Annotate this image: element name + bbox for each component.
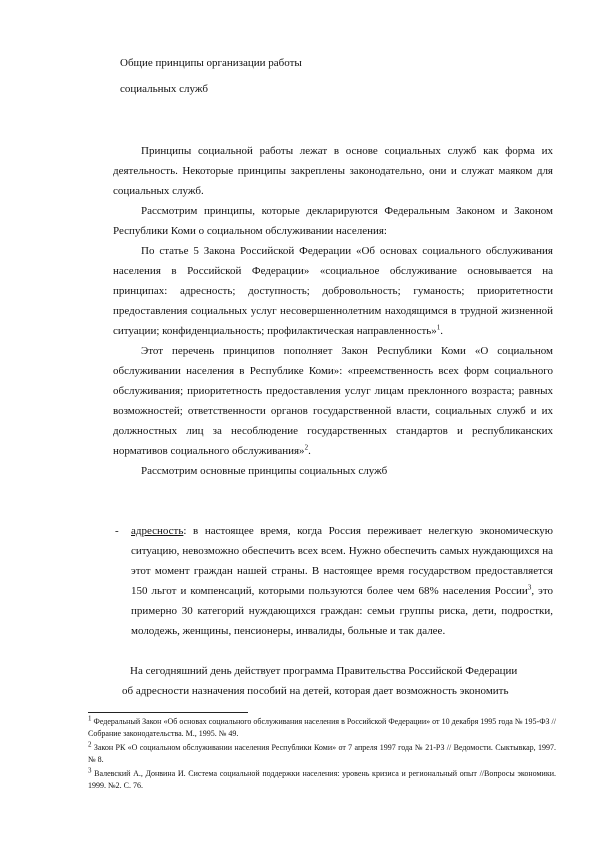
footnote-1-num: 1: [88, 714, 92, 723]
footnote-1: [88, 716, 556, 740]
footnote-2-text: Закон РК «О социальном обслуживании населения Республики Коми» от 7 апреля 1997 года № 21-РЗ // Ведомости. Сыктывкар, 1997. № 8.: [88, 743, 556, 764]
footnote-separator: [88, 712, 248, 713]
paragraph-4: [113, 341, 553, 461]
paragraph-last: [113, 661, 553, 701]
list-item-text-a: : в настоящее время, когда Россия переживает нелегкую экономическую ситуацию, невозможно обеспечить всех всем. Нужно обеспечить самых нуждающихся на этот момент граждан нашей страны. В настоящее время государством предоставляется 150 льгот и компенсаций, которыми пользуются более чем 68% населения России: [131, 525, 553, 597]
footnote-3-text: Валевский А., Донвина И. Система социальной поддержки населения: уровень кризиса и региональный опыт //Вопросы экономики. 1999. №2. С. 76.: [88, 769, 556, 790]
list-dash: -: [115, 525, 119, 537]
footnote-ref-3: 3: [527, 583, 532, 592]
paragraph-4-text: Этот перечень принципов пополняет Закон Республики Коми «О социальном обслуживании населения в Республике Коми»: «преемственность всех форм социального обслуживания; приоритетность предоставления услуг лицам преклонного возраста; равных возможностей; ответственности органов государственной власти, социальных служб и их должностных лиц за несоблюдение государственных стандартов и республиканских нормативов социального обслуживания»: [113, 345, 553, 457]
body-text: [113, 141, 553, 481]
footnote-3: [88, 768, 556, 792]
footnote-3-num: 3: [88, 766, 92, 775]
footnote-1-text: Федеральный Закон «Об основах социального обслуживания населения в Российской Федерации» от 10 декабря 1995 года № 195-ФЗ //Собрание законодательства. М., 1995. № 49.: [88, 717, 556, 738]
footnote-ref-1: 1: [436, 323, 441, 332]
paragraph-last-line-1: На сегодняшний день действует программа Правительства Российской Федерации: [130, 665, 518, 677]
paragraph-4-end: .: [308, 445, 311, 457]
list-item-term: адресность: [131, 525, 184, 537]
paragraph-3: [113, 241, 553, 341]
paragraph-3-text: По статье 5 Закона Российской Федерации «Об основах социального обслуживания населения в Российской Федерации» «социальное обслуживание основывается на принципах: адресность; доступность; добровольность; гуманость; приоритетности предоставления социальных услуг несовершеннолетним находящимся в трудной жизненной ситуации; конфиденциальность; профилактическая направленность»: [113, 245, 553, 337]
list-item: [115, 521, 553, 641]
footnote-2: [88, 742, 556, 766]
list-item-text: [131, 521, 553, 641]
footnote-2-num: 2: [88, 740, 92, 749]
paragraph-2: Рассмотрим принципы, которые декларируются Федеральным Законом и Законом Республики Коми о социальном обслуживании населения:: [113, 205, 553, 237]
paragraph-last-line-2: об адресности назначения пособий на детей, которая дает возможность экономить: [122, 685, 509, 697]
list-item-text-b: , это примерно 30 категорий нуждающихся граждан: семьи группы риска, дети, подростки, молодежь, женщины, пенсионеры, инвалиды, больные и так далее.: [131, 585, 553, 637]
heading-line-2: социальных служб: [120, 83, 208, 95]
heading-line-1: Общие принципы организации работы: [120, 57, 302, 69]
paragraph-1: Принципы социальной работы лежат в основе социальных служб как форма их деятельность. Некоторые принципы закреплены законодательно, они и служат маяком для социальных служб.: [113, 145, 553, 197]
footnotes: [88, 716, 556, 794]
paragraph-5: Рассмотрим основные принципы социальных служб: [141, 465, 388, 477]
footnote-ref-2: 2: [304, 443, 309, 452]
paragraph-3-end: .: [440, 325, 444, 337]
